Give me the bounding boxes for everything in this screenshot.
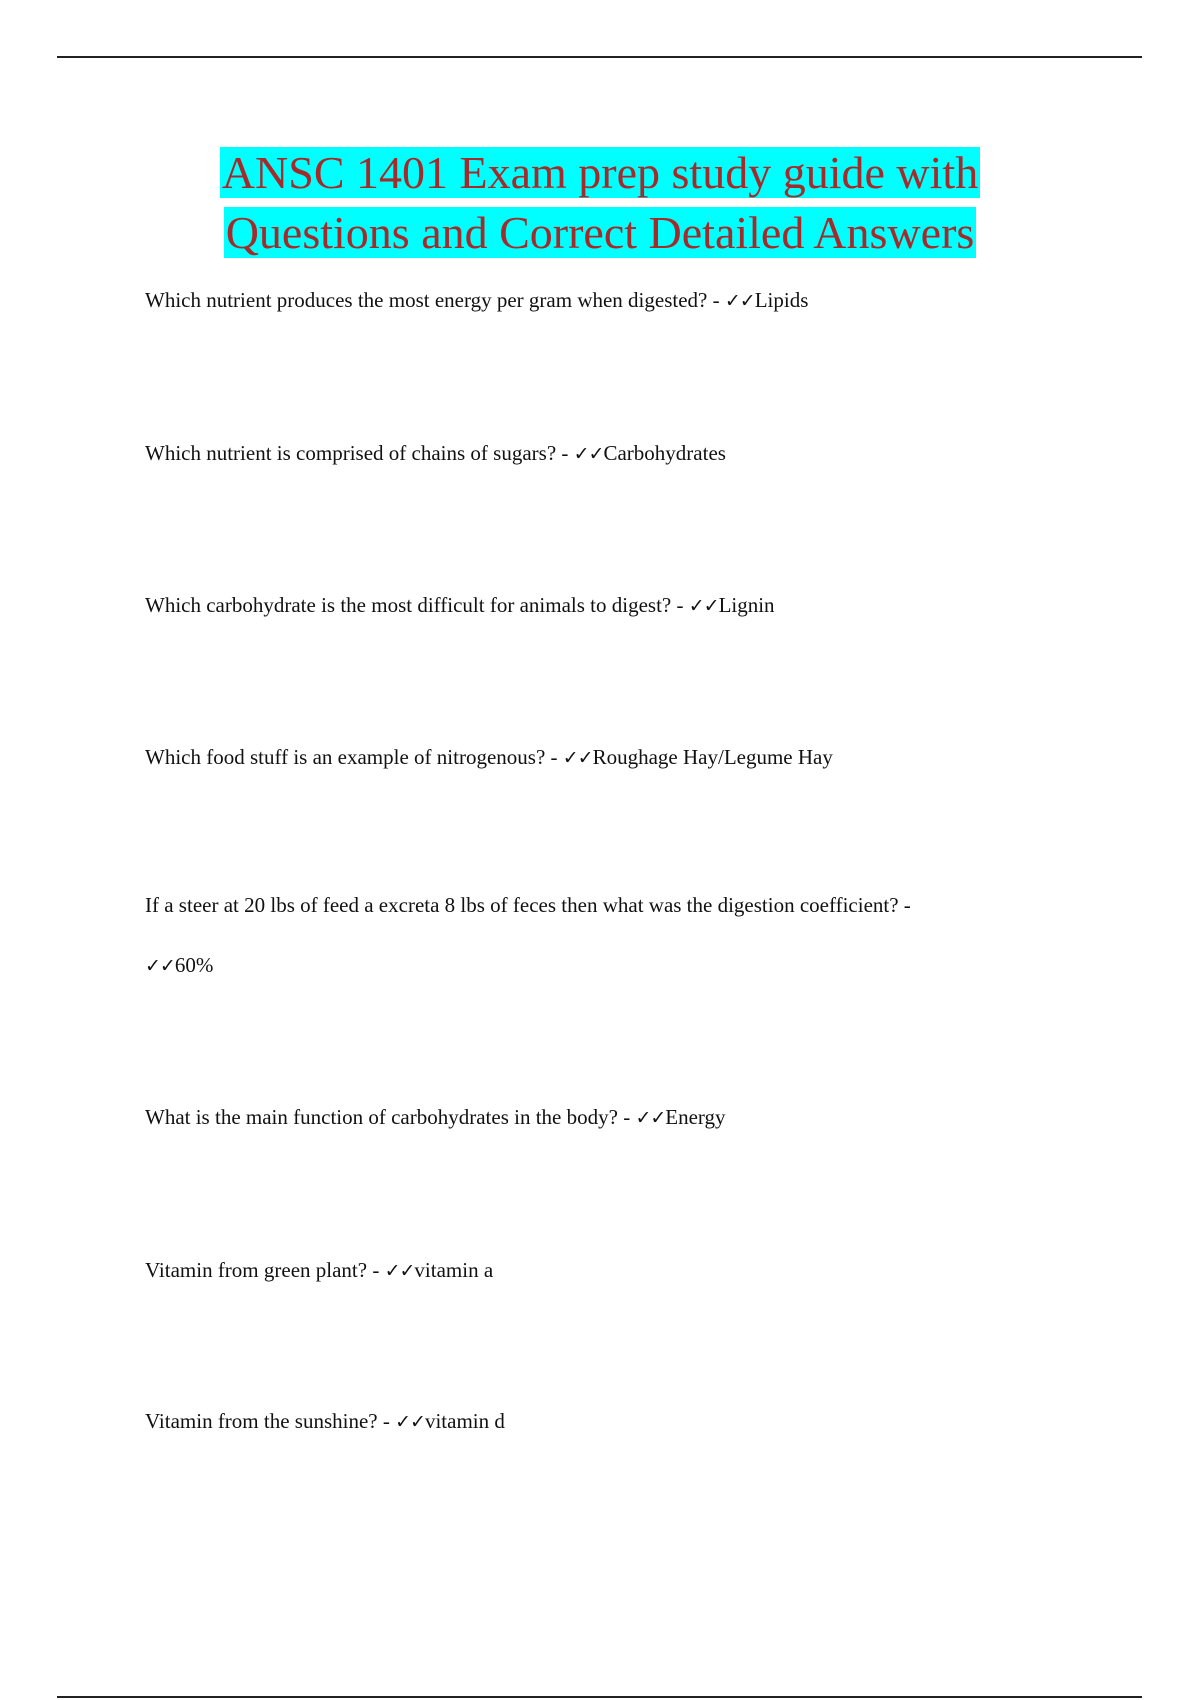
qa-item — [145, 875, 1045, 996]
footer-rule — [57, 1696, 1142, 1698]
check-mark-icon: ✓✓ — [688, 595, 719, 617]
question-text: If a steer at 20 lbs of feed a excreta 8 lbs of feces then what was the digestion coefficient? - — [145, 893, 911, 917]
question-text: Which carbohydrate is the most difficult for animals to digest? - — [145, 593, 684, 617]
question-text: What is the main function of carbohydrates in the body? - — [145, 1105, 631, 1129]
question-text: Vitamin from the sunshine? - — [145, 1409, 390, 1433]
check-mark-icon: ✓✓ — [724, 290, 755, 312]
document-title — [0, 143, 1200, 263]
question-text: Which nutrient produces the most energy per gram when digested? - — [145, 288, 720, 312]
check-mark-icon: ✓✓ — [384, 1260, 415, 1282]
answer-text: Lignin — [718, 593, 775, 617]
check-mark-icon: ✓✓ — [145, 955, 175, 977]
check-mark-icon: ✓✓ — [573, 443, 604, 465]
qa-item — [145, 1087, 1045, 1148]
answer-text: vitamin d — [424, 1409, 505, 1433]
check-mark-icon: ✓✓ — [395, 1411, 425, 1433]
answer-text: Energy — [665, 1105, 726, 1129]
qa-item — [145, 423, 1045, 484]
qa-item — [145, 270, 1045, 331]
check-mark-icon: ✓✓ — [635, 1107, 666, 1129]
qa-item — [145, 1391, 1045, 1452]
answer-text: Roughage Hay/Legume Hay — [592, 745, 833, 769]
title-line-2: Questions and Correct Detailed Answers — [225, 207, 975, 258]
qa-item — [145, 1240, 1045, 1301]
question-text: Vitamin from green plant? - — [145, 1258, 380, 1282]
header-rule — [57, 56, 1142, 58]
qa-item — [145, 727, 1045, 788]
question-text: Which nutrient is comprised of chains of sugars? - — [145, 441, 569, 465]
question-text: Which food stuff is an example of nitrogenous? - — [145, 745, 558, 769]
answer-text: 60% — [174, 953, 214, 977]
check-mark-icon: ✓✓ — [562, 747, 593, 769]
answer-text: vitamin a — [414, 1258, 494, 1282]
title-line-1: ANSC 1401 Exam prep study guide with — [221, 147, 979, 198]
answer-text: Carbohydrates — [603, 441, 726, 465]
qa-item — [145, 575, 1045, 636]
answer-text: Lipids — [754, 288, 809, 312]
